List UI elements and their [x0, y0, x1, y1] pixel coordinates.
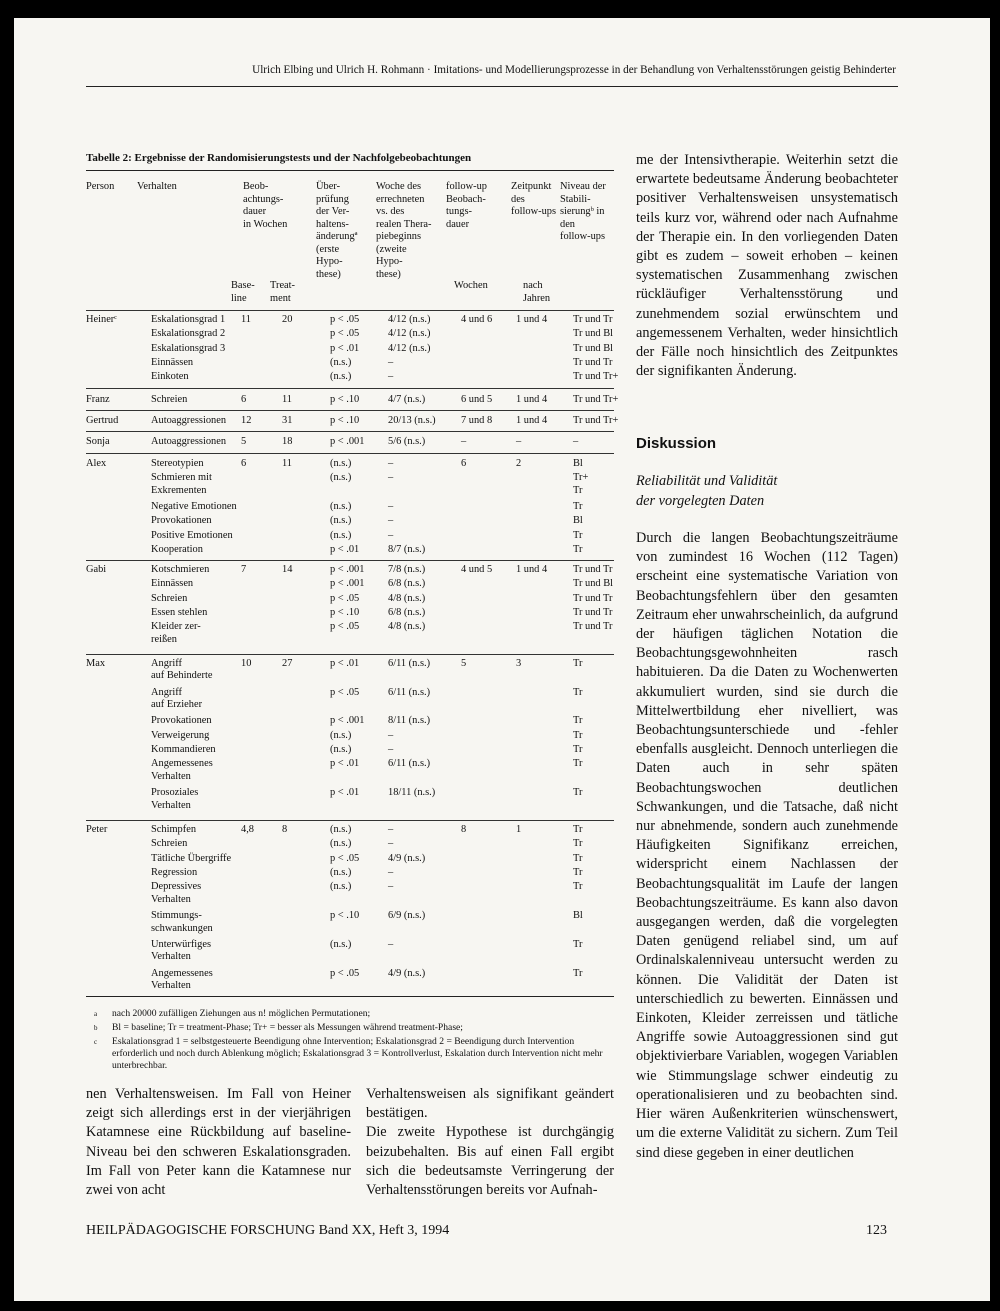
baseline-weeks: 12 — [241, 415, 252, 426]
group-separator-rule — [86, 388, 614, 389]
week-result: 4/12 (n.s.) — [388, 314, 431, 325]
stability-level: Tr und Bl — [573, 342, 614, 354]
stability-level: Tr — [573, 529, 583, 541]
behavior-label: Kotschmieren — [151, 564, 210, 575]
footnote-text: Eskalationsgrad 1 = selbstgesteuerte Beendigung ohne Intervention; Eskalationsgrad 2 = Beendigung durch Intervention erforderlich und noch durch Ablenkung möglich; Eskalationsgrad 3 = Kontrollverlust, Eskalation durch Intervention nicht mehr unterbrechbar. — [112, 1036, 603, 1071]
behavior-label: Stimmungs- schwankungen — [151, 910, 213, 934]
test-result: p < .001 — [330, 564, 365, 575]
week-result: 4/7 (n.s.) — [388, 394, 426, 405]
test-result: (n.s.) — [330, 472, 352, 484]
stability-level: – — [573, 436, 579, 447]
week-result: 4/12 (n.s.) — [388, 328, 431, 340]
stability-level: Bl — [573, 458, 583, 469]
group-separator-rule — [86, 560, 614, 561]
week-result: 6/8 (n.s.) — [388, 578, 426, 590]
stability-level: Tr — [573, 744, 583, 756]
behavior-label: Unterwürfiges Verhalten — [151, 938, 212, 963]
test-result: p < .01 — [330, 787, 360, 799]
journal-page — [14, 18, 990, 1301]
followup-year: 1 und 4 — [516, 415, 548, 426]
test-result: (n.s.) — [330, 371, 352, 383]
week-result: 4/8 (n.s.) — [388, 621, 426, 633]
group-separator-rule — [86, 820, 614, 821]
footnote — [94, 1022, 614, 1034]
test-result: p < .001 — [330, 715, 365, 727]
week-result: 8/11 (n.s.) — [388, 715, 431, 727]
test-result: p < .10 — [330, 415, 360, 426]
stability-level: Tr — [573, 544, 583, 556]
followup-weeks: 4 und 5 — [461, 564, 493, 575]
test-result: (n.s.) — [330, 357, 352, 369]
behavior-label: Kleider zer- reißen — [151, 621, 201, 645]
stability-level: Tr — [573, 967, 583, 979]
followup-year: 1 und 4 — [516, 394, 548, 405]
week-result: 5/6 (n.s.) — [388, 436, 426, 447]
week-result: 6/9 (n.s.) — [388, 910, 426, 922]
test-result: (n.s.) — [330, 529, 352, 541]
test-result: (n.s.) — [330, 938, 352, 950]
stability-level: Tr — [573, 852, 583, 864]
behavior-label: Schreien — [151, 592, 188, 604]
treatment-weeks: 18 — [282, 436, 293, 447]
followup-weeks: 6 und 5 — [461, 394, 493, 405]
person-name: Franz — [86, 394, 110, 405]
stability-level: Tr — [573, 658, 583, 669]
person-name: Alex — [86, 458, 107, 469]
paragraph: Verhaltensweisen als signifikant geändert bestätigen. — [366, 1086, 614, 1122]
behavior-label: Angriff auf Erzieher — [151, 686, 203, 711]
behavior-label: Angriff auf Behinderte — [151, 658, 213, 682]
week-result: – — [388, 501, 394, 513]
week-result: – — [388, 472, 394, 484]
stability-level: Tr — [573, 758, 583, 770]
header-duration: Beob- achtungs- dauer in Wochen — [243, 181, 288, 230]
stability-level: Tr — [573, 787, 583, 799]
behavior-label: Negative Emotionen — [151, 501, 237, 513]
week-result: 8/7 (n.s.) — [388, 544, 426, 556]
week-result: 4/9 (n.s.) — [388, 967, 426, 979]
header-timepoint-unit: nach Jahren — [523, 280, 551, 304]
week-result: – — [388, 357, 394, 369]
footnote-text: Bl = baseline; Tr = treatment-Phase; Tr+ = besser als Messungen während treatment-Phase; — [112, 1022, 463, 1033]
week-result: 7/8 (n.s.) — [388, 564, 426, 575]
stability-level: Bl — [573, 910, 583, 922]
stability-level: Tr und Tr — [573, 592, 613, 604]
right-column-text-top — [636, 151, 898, 381]
middle-column-text — [366, 1085, 614, 1200]
followup-year: 3 — [516, 658, 522, 669]
header-followup: follow-up Beobach- tungs- dauer — [446, 181, 487, 230]
behavior-label: Autoaggressionen — [151, 436, 227, 447]
behavior-label: Essen stehlen — [151, 607, 208, 619]
paragraph: me der Intensivtherapie. Weiterhin setzt die erwartete bedeutsame Änderung beobachteter positiver Verhaltensweisen unsystematisch teils kurz vor, während oder nach Aufnahme der Therapie ein. In den vorliegenden Daten gibt es zudem – soweit erhoben – keinen systematischen Zusammenhang zwischen rückläufiger Verhaltensstörung und zunehmendem sozial erwünschtem und angemessenem Verhalten, weder hinsichtlich der Fälle noch hinsichtlich des Zeitpunktes der signifikanten Änderung. — [636, 152, 898, 380]
behavior-label: Einkoten — [151, 371, 189, 383]
test-result: (n.s.) — [330, 501, 352, 513]
person-name: Heinerᶜ — [86, 314, 117, 325]
behavior-label: Schmieren mit Exkrementen — [151, 472, 212, 496]
baseline-weeks: 10 — [241, 658, 252, 669]
week-result: 18/11 (n.s.) — [388, 787, 436, 799]
baseline-weeks: 6 — [241, 394, 247, 405]
behavior-label: Angemessenes Verhalten — [151, 758, 213, 782]
person-name: Gertrud — [86, 415, 119, 426]
section-heading: Diskussion — [636, 435, 717, 452]
week-result: – — [388, 729, 394, 741]
stability-level: Tr — [573, 838, 583, 850]
header-level: Niveau der Stabili- sierungᵇ in den follow-ups — [560, 181, 606, 242]
week-result: 4/9 (n.s.) — [388, 852, 426, 864]
group-separator-rule — [86, 654, 614, 655]
behavior-label: Tätliche Übergriffe — [151, 852, 232, 864]
treatment-weeks: 14 — [282, 564, 293, 575]
footnote-text: nach 20000 zufälligen Ziehungen aus n! möglichen Permutationen; — [112, 1008, 371, 1019]
behavior-label: Provokationen — [151, 515, 212, 527]
behavior-label: Angemessenes Verhalten — [151, 967, 213, 991]
stability-level: Tr und Tr+ — [573, 394, 619, 405]
stability-level: Tr und Tr+ — [573, 415, 619, 426]
test-result: p < .01 — [330, 544, 360, 556]
table-caption: Tabelle 2: Ergebnisse der Randomisierungstests und der Nachfolgebeobachtungen — [86, 152, 472, 164]
week-result: – — [388, 838, 394, 850]
baseline-weeks: 7 — [241, 564, 247, 575]
followup-weeks: 7 und 8 — [461, 415, 493, 426]
followup-weeks: 8 — [461, 824, 467, 835]
stability-level: Tr und Bl — [573, 328, 614, 340]
week-result: – — [388, 529, 394, 541]
test-result: p < .01 — [330, 658, 360, 669]
test-result: p < .01 — [330, 758, 360, 770]
test-result: p < .05 — [330, 328, 360, 340]
behavior-label: Schreien — [151, 394, 188, 405]
behavior-label: Schreien — [151, 838, 188, 850]
test-result: p < .05 — [330, 967, 360, 979]
header-treatment: Treat- ment — [270, 280, 296, 304]
followup-weeks: – — [461, 436, 467, 447]
behavior-label: Provokationen — [151, 715, 212, 727]
behavior-label: Eskalationsgrad 2 — [151, 328, 226, 340]
test-result: (n.s.) — [330, 458, 352, 469]
table-top-rule — [86, 170, 614, 171]
test-result: p < .10 — [330, 607, 360, 619]
week-result: – — [388, 515, 394, 527]
week-result: 6/8 (n.s.) — [388, 607, 426, 619]
stability-level: Tr — [573, 867, 583, 879]
stability-level: Tr und Tr — [573, 357, 613, 369]
group-separator-rule — [86, 410, 614, 411]
stability-level: Tr — [573, 881, 583, 893]
week-result: 20/13 (n.s.) — [388, 415, 436, 426]
week-result: 4/8 (n.s.) — [388, 592, 426, 604]
test-result: (n.s.) — [330, 867, 352, 879]
journal-footer: HEILPÄDAGOGISCHE FORSCHUNG Band XX, Heft 3, 1994 — [86, 1223, 450, 1238]
stability-level: Tr und Tr — [573, 314, 613, 325]
test-result: (n.s.) — [330, 515, 352, 527]
baseline-weeks: 5 — [241, 436, 247, 447]
left-column-text — [86, 1085, 351, 1200]
footnote-marker: b — [94, 1024, 98, 1032]
treatment-weeks: 27 — [282, 658, 293, 669]
week-result: 6/11 (n.s.) — [388, 658, 431, 669]
stability-level: Tr — [573, 824, 583, 835]
person-name: Peter — [86, 824, 108, 835]
footnote — [94, 1036, 614, 1072]
test-result: p < .01 — [330, 342, 360, 354]
table-bottom-rule — [86, 996, 614, 997]
followup-year: – — [516, 436, 522, 447]
behavior-label: Stereotypien — [151, 458, 204, 469]
header-week: Woche des errechneten vs. des realen Thera- piebeginns (zweite Hypo- these) — [376, 181, 432, 280]
followup-year: 1 und 4 — [516, 314, 548, 325]
behavior-label: Prosoziales Verhalten — [151, 787, 199, 811]
week-result: – — [388, 867, 394, 879]
week-result: – — [388, 881, 394, 893]
week-result: – — [388, 744, 394, 756]
test-result: (n.s.) — [330, 824, 352, 835]
followup-year: 1 und 4 — [516, 564, 548, 575]
test-result: p < .10 — [330, 910, 360, 922]
baseline-weeks: 6 — [241, 458, 247, 469]
behavior-label: Kooperation — [151, 544, 203, 556]
test-result: (n.s.) — [330, 744, 352, 756]
followup-weeks: 4 und 6 — [461, 314, 493, 325]
behavior-label: Kommandieren — [151, 744, 216, 756]
treatment-weeks: 11 — [282, 458, 293, 469]
test-result: (n.s.) — [330, 881, 352, 893]
header-rule — [86, 86, 898, 87]
test-result: p < .05 — [330, 314, 360, 325]
behavior-label: Schimpfen — [151, 824, 197, 835]
test-result: p < .10 — [330, 394, 360, 405]
week-result: – — [388, 458, 394, 469]
week-result: 4/12 (n.s.) — [388, 342, 431, 354]
stability-level: Tr und Tr — [573, 607, 613, 619]
stability-level: Tr — [573, 686, 583, 698]
stability-level: Tr und Tr — [573, 621, 613, 633]
treatment-weeks: 8 — [282, 824, 288, 835]
person-name: Sonja — [86, 436, 110, 447]
week-result: – — [388, 371, 394, 383]
person-name: Max — [86, 658, 106, 669]
stability-level: Tr — [573, 729, 583, 741]
stability-level: Tr und Tr — [573, 564, 613, 575]
group-separator-rule — [86, 431, 614, 432]
behavior-label: Einnässen — [151, 357, 194, 369]
test-result: (n.s.) — [330, 729, 352, 741]
right-column-text-body — [636, 529, 898, 1163]
followup-weeks: 5 — [461, 658, 467, 669]
subsection-heading: Reliabilität und Validität der vorgelegten Daten — [636, 473, 778, 509]
stability-level: Tr und Tr+ — [573, 371, 619, 383]
header-behavior: Verhalten — [137, 181, 177, 192]
stability-level: Bl — [573, 515, 583, 527]
stability-level: Tr — [573, 938, 583, 950]
footnote-marker: c — [94, 1038, 98, 1046]
test-result: p < .001 — [330, 578, 365, 590]
week-result: 6/11 (n.s.) — [388, 686, 431, 698]
behavior-label: Eskalationsgrad 1 — [151, 314, 226, 325]
stability-level: Tr+ Tr — [573, 472, 589, 496]
followup-weeks: 6 — [461, 458, 467, 469]
test-result: p < .05 — [330, 852, 360, 864]
behavior-label: Einnässen — [151, 578, 194, 590]
stability-level: Tr — [573, 715, 583, 727]
group-separator-rule — [86, 453, 614, 454]
paragraph: nen Verhaltensweisen. Im Fall von Heiner zeigt sich allerdings erst in der vierjährigen Katamnese eine Rückbildung auf baseline-Niveau bei den schweren Eskalationsgraden. Im Fall von Peter kann die Katamnese nur zwei von acht — [86, 1086, 351, 1199]
behavior-label: Depressives Verhalten — [151, 881, 202, 905]
paragraph: Durch die langen Beobachtungszeiträume von zumindest 16 Wochen (112 Tagen) erscheint eine systematische Variation von Beobachtungsfehlern über den gesamten Zeitraum eher unwahrscheinlich, da aufgrund der häufigen täglichen Notation die Beobachtungsgewohnheiten rasch habituieren. Da die Daten zu Wochenwerten akkumuliert wurden, sind sie durch die Mittelwertbildung eher nivelliert, was Beobachtungsunterschiede und -fehler ebenfalls ausgleicht. Dennoch unterliegen die Daten auch in sehr späten Beobachtungswochen deutlichen Schwankungen, und die Tatsache, daß nicht nur abnehmende, sondern auch zunehmende Häufigkeiten Signifikanz erreichen, widerspricht einem Nachlassen der Beobachtungsqualität im Laufe der langen Beobachtungszeiträume. Es kann also davon ausgegangen werden, daß die vorgelegten Daten genügend reliabel sind, um auf Ordinalskalenniveau untersucht werden zu können. Die Validität der Daten ist unterschiedlich zu bewerten. Einnässen und Einkoten, Kleider zerreissen und tätliche Angriffe sowie Autoaggressionen sind gut objektivierbare Variablen, wogegen Variablen wie Stimmungslage schwer eindeutig zu operationalisieren und zu beobachten sind. Hier wären Außenkriterien wünschenswert, um die externe Validität zu sichern. Zum Teil sind diese gegeben in einer deutlichen — [636, 530, 898, 1161]
baseline-weeks: 4,8 — [241, 824, 254, 835]
week-result: 6/11 (n.s.) — [388, 758, 431, 770]
test-result: p < .05 — [330, 592, 360, 604]
behavior-label: Autoaggressionen — [151, 415, 227, 426]
stability-level: Tr und Bl — [573, 578, 614, 590]
behavior-label: Verweigerung — [151, 729, 210, 741]
table-header-rule — [86, 310, 614, 311]
stability-level: Tr — [573, 501, 583, 513]
treatment-weeks: 20 — [282, 314, 293, 325]
behavior-label: Regression — [151, 867, 198, 879]
header-test: Über- prüfung der Ver- haltens- änderungª (erste Hypo- these) — [316, 181, 358, 280]
treatment-weeks: 31 — [282, 415, 293, 426]
behavior-label: Eskalationsgrad 3 — [151, 342, 226, 354]
page-number: 123 — [866, 1223, 887, 1238]
paragraph: Die zweite Hypothese ist durchgängig beizubehalten. Bis auf einen Fall ergibt sich die bedeutsamste Verringerung der Verhaltensstörungen bereits vor Aufnah- — [366, 1124, 614, 1199]
behavior-label: Positive Emotionen — [151, 529, 233, 541]
test-result: (n.s.) — [330, 838, 352, 850]
footnote-marker: a — [94, 1010, 98, 1018]
week-result: – — [388, 824, 394, 835]
header-baseline: Base- line — [231, 280, 255, 304]
header-followup-unit: Wochen — [454, 280, 488, 291]
person-name: Gabi — [86, 564, 107, 575]
followup-year: 1 — [516, 824, 522, 835]
header-person: Person — [86, 181, 115, 192]
test-result: p < .05 — [330, 621, 360, 633]
footnote — [94, 1008, 614, 1020]
test-result: p < .05 — [330, 686, 360, 698]
followup-year: 2 — [516, 458, 522, 469]
header-timepoint: Zeitpunkt des follow-ups — [511, 181, 557, 217]
baseline-weeks: 11 — [241, 314, 252, 325]
running-header: Ulrich Elbing und Ulrich H. Rohmann · Imitations- und Modellierungsprozesse in der Behandlung von Verhaltensstörungen geistig Behinderter — [252, 64, 896, 76]
week-result: – — [388, 938, 394, 950]
treatment-weeks: 11 — [282, 394, 293, 405]
test-result: p < .001 — [330, 436, 365, 447]
